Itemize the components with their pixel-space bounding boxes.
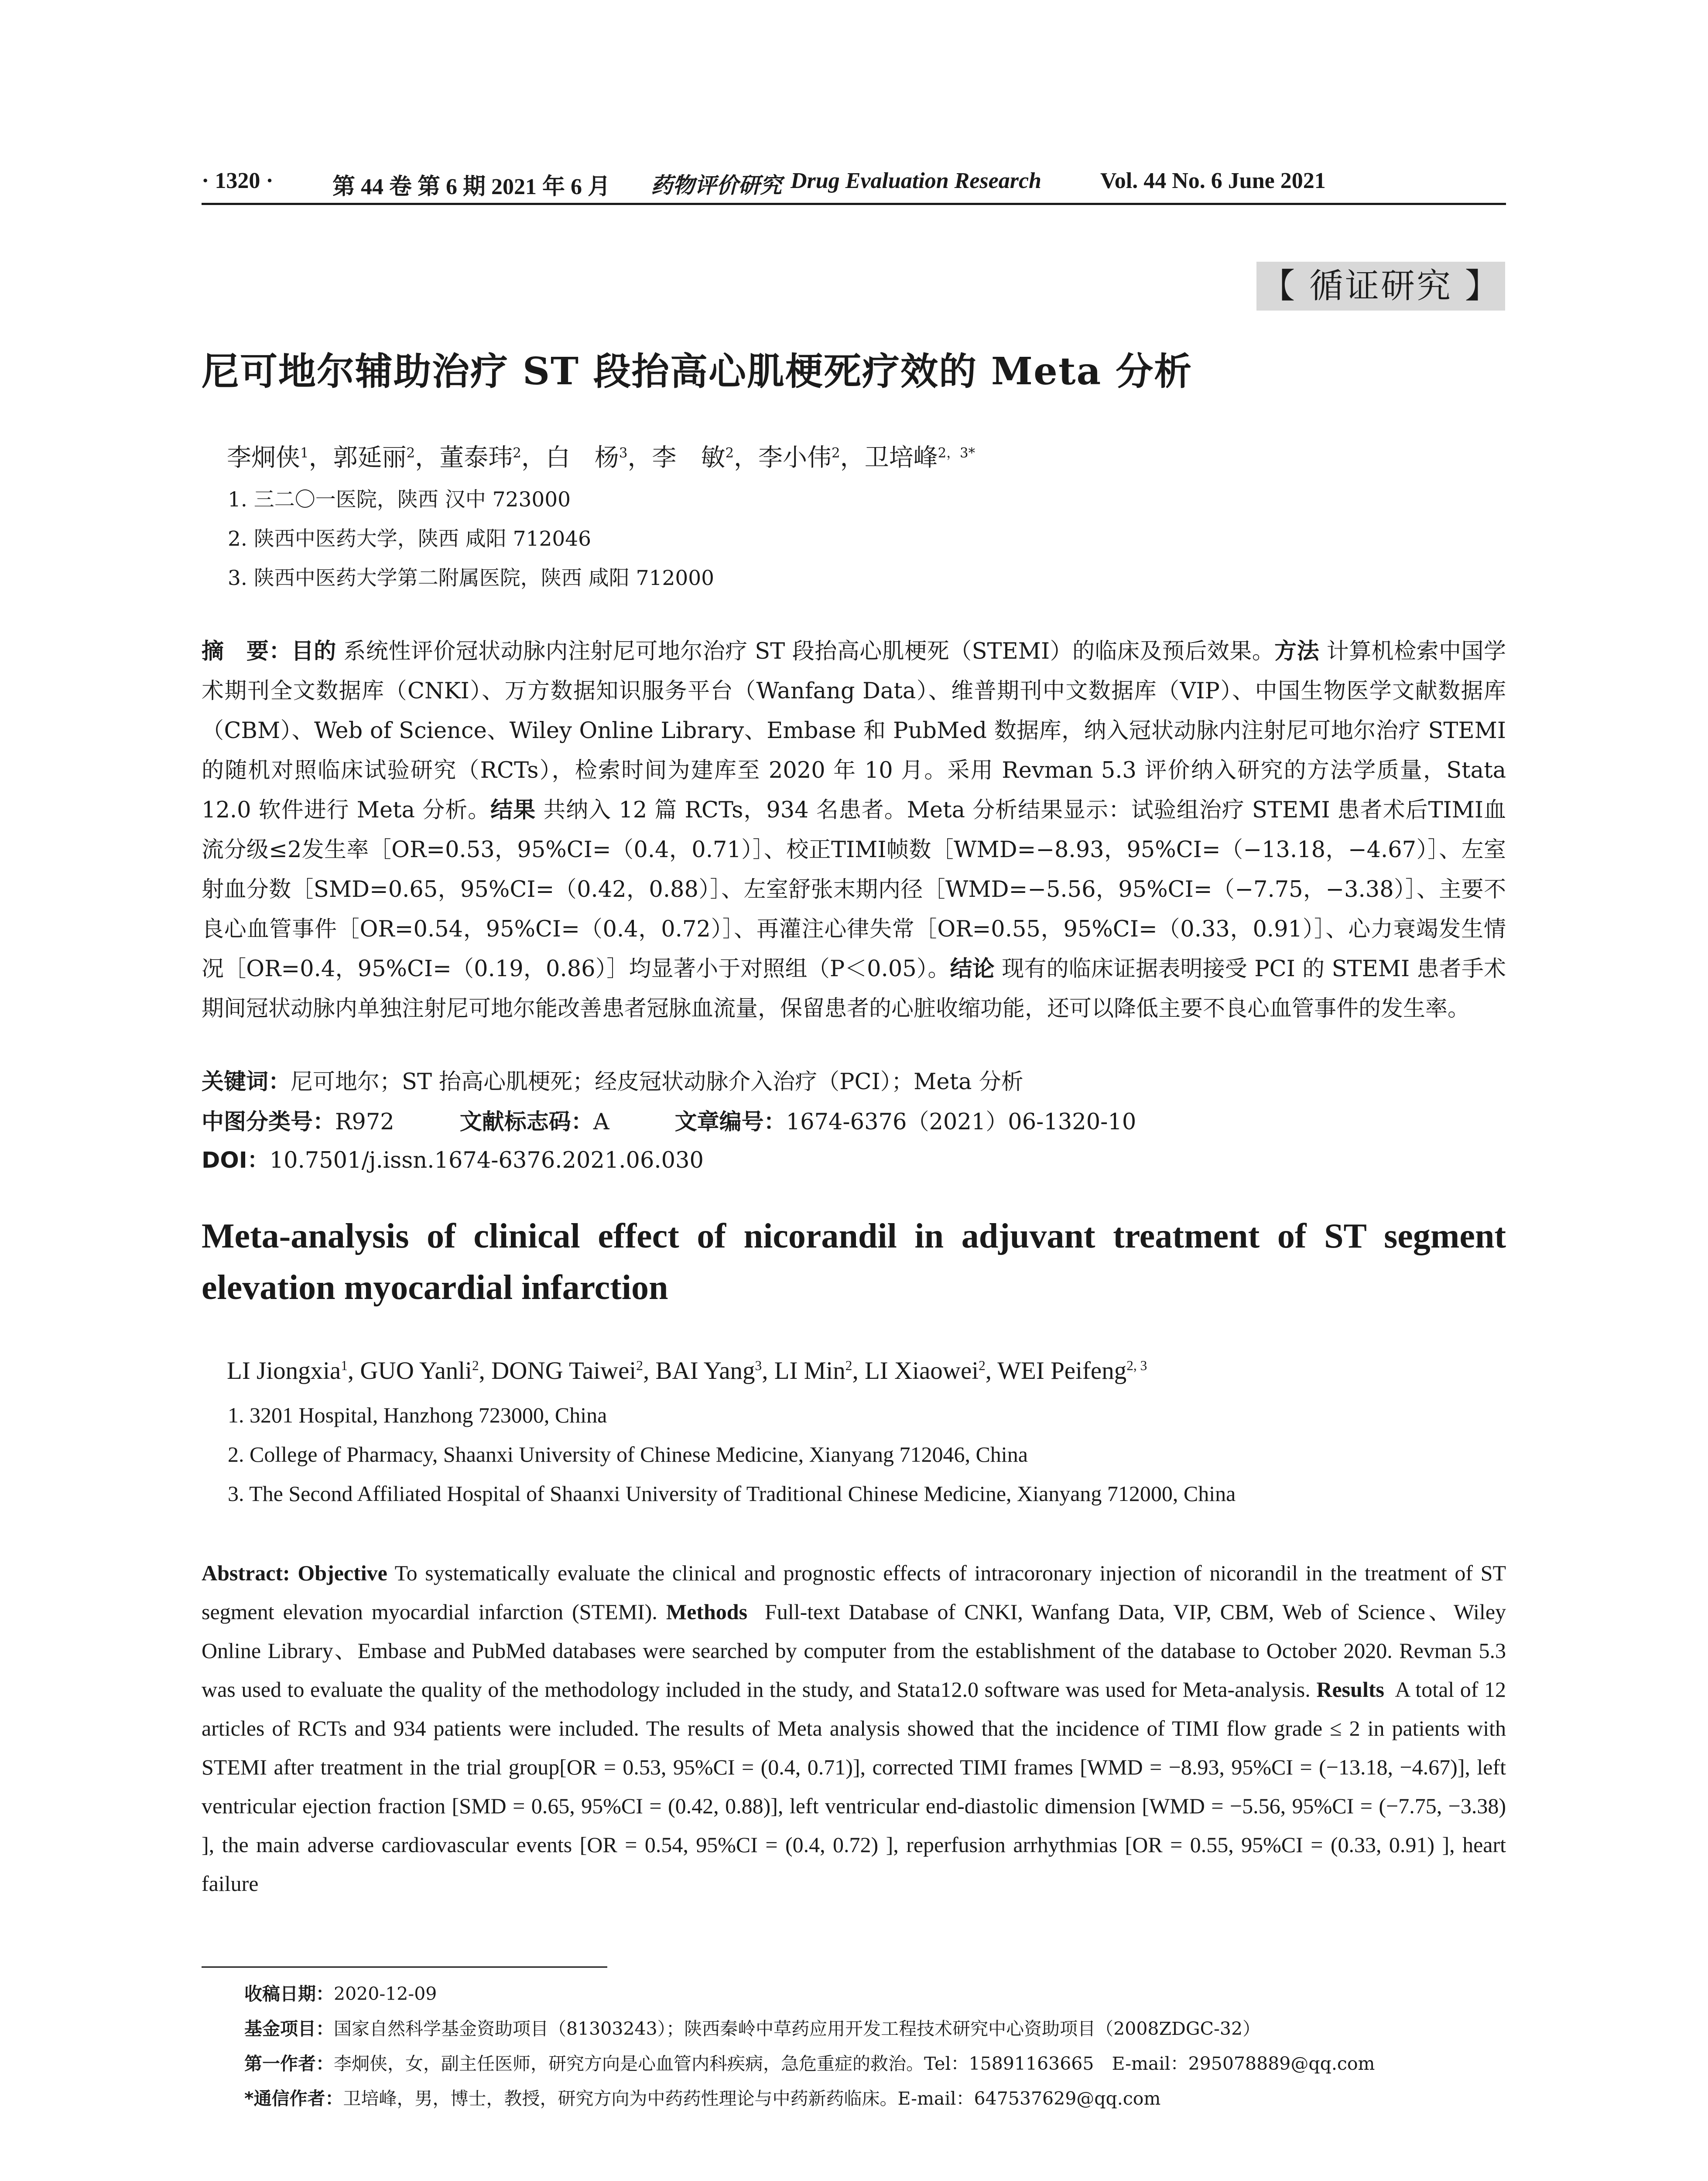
article-title-cn: 尼可地尔辅助治疗 ST 段抬高心肌梗死疗效的 Meta 分析 [202, 349, 1193, 393]
author-affiliation-mark: 3 [619, 445, 628, 461]
running-header [202, 168, 1506, 198]
author: DONG Taiwei [491, 1357, 637, 1384]
received-label: 收稿日期： [244, 1983, 334, 2004]
author-affiliation-mark: 3 [755, 1358, 762, 1373]
footnote-first-author [244, 2049, 1375, 2075]
author-affiliation-mark: 2 [636, 1358, 643, 1373]
affiliation-cn: 3. 陕西中医药大学第二附属医院，陕西 咸阳 712000 [228, 566, 715, 590]
author: 董泰玮 [439, 444, 513, 472]
footnote-corresponding-author [244, 2084, 1160, 2110]
methods-text: Full-text Database of CNKI, Wanfang Data, VIP, CBM, Web of Science、Wiley Online Library、Embase and PubMed databases were searched by computer from the establishment of the database to October 2020. Revman 5.3 was used to evaluate the quality of the methodology included in the study, and Stata12.0 software was used for Meta-analysis. [202, 1600, 1506, 1702]
article-title-en: Meta-analysis of clinical effect of nicorandil in adjuvant treatment of ST segment elevation myocardial infarction [202, 1217, 1506, 1307]
author-list-cn: 李炯侠$^1$，郭延丽$^2$，董泰玮$^2$，白 杨$^3$，李 敏$^2$，李小伟$^2$，卫培峰$^{2,3*}$ [227, 444, 976, 472]
author: GUO Yanli [360, 1357, 472, 1384]
keywords-line [202, 1063, 1023, 1096]
author-affiliation-mark: 2, 3 [1126, 1358, 1147, 1373]
article-no-label: 文章编号： [674, 1109, 786, 1135]
results-label: Results [1316, 1677, 1384, 1702]
header-divider [202, 203, 1506, 205]
author: 卫培峰 [864, 444, 938, 472]
author-affiliation-mark: 2 [406, 445, 415, 461]
affiliation-cn: 2. 陕西中医药大学，陕西 咸阳 712046 [228, 527, 592, 551]
doi-label: DOI： [202, 1148, 270, 1173]
author-affiliation-mark: 2 [725, 445, 734, 461]
keywords-label: 关键词： [202, 1069, 291, 1095]
article-no-value: 1674-6376（2021）06-1320-10 [786, 1109, 1136, 1135]
fund-text: 国家自然科学基金资助项目（81303243）；陕西秦岭中草药应用开发工程技术研究中心资助项目（2008ZDGC-32） [334, 2018, 1261, 2039]
abstract-cn [202, 632, 1506, 1029]
corresponding-label: *通信作者： [244, 2088, 343, 2109]
journal-name-en: Drug Evaluation Research [791, 168, 1041, 193]
footnote-fund [244, 2014, 1260, 2040]
objective-text: 系统性评价冠状动脉内注射尼可地尔治疗 ST 段抬高心肌梗死（STEMI）的临床及预后效果。 [343, 639, 1275, 664]
author: 李 敏 [652, 444, 726, 472]
issue-info-cn: 第 44 卷 第 6 期 2021 年 6 月 [332, 174, 611, 199]
doc-code-label: 文献标志码： [459, 1109, 593, 1135]
received-date: 2020-12-09 [334, 1983, 437, 2004]
methods-label: 方法 [1274, 639, 1320, 664]
doc-code-value: A [593, 1109, 609, 1135]
author-affiliation-mark: 2 [472, 1358, 479, 1373]
author: BAI Yang [655, 1357, 755, 1384]
author-affiliation-mark: 1 [341, 1358, 348, 1373]
conclusion-text: 现有的临床证据表明接受 PCI 的 STEMI 患者手术期间冠状动脉内单独注射尼可地尔能改善患者冠脉血流量，保留患者的心脏收缩功能，还可以降低主要不良心血管事件的发生率。 [202, 956, 1506, 1022]
footnote-received [244, 1979, 437, 2005]
keywords-text: 尼可地尔；ST 抬高心肌梗死；经皮冠状动脉介入治疗（PCI）；Meta 分析 [291, 1069, 1023, 1095]
first-author-label: 第一作者： [244, 2053, 334, 2074]
clc-label: 中图分类号： [202, 1109, 335, 1135]
results-label: 结果 [490, 797, 536, 823]
first-author-text: 李炯侠，女，副主任医师，研究方向是心血管内科疾病，急危重症的救治。Tel：15891163665 E-mail：295078889@qq.com [334, 2053, 1375, 2074]
author: 郭延丽 [333, 444, 407, 472]
author-affiliation-mark: 2 [513, 445, 521, 461]
author-affiliation-mark: 1 [300, 445, 309, 461]
footnote-divider [202, 1966, 607, 1968]
methods-label: Methods [666, 1600, 748, 1624]
clc-value: R972 [335, 1109, 394, 1135]
page-number: · 1320 · [202, 168, 274, 193]
section-tag: 【 循证研究 】 [1256, 262, 1505, 311]
author-affiliation-mark: 2 [832, 445, 840, 461]
classification-line [202, 1104, 1136, 1136]
affiliation-en: 2. College of Pharmacy, Shaanxi University of Chinese Medicine, Xianyang 712046, China [228, 1442, 1028, 1467]
author-affiliation-mark: 2 [845, 1358, 852, 1373]
author-affiliation-mark: 2，3* [938, 445, 976, 461]
author-list-en: LI Jiongxia$^1$, GUO Yanli$^2$, DONG Taiwei$^2$, BAI Yang$^3$, LI Min$^2$, LI Xiaowei$^2$, WEI Peifeng$^{2, 3}$ [227, 1357, 1147, 1384]
doi-value: 10.7501/j.issn.1674-6376.2021.06.030 [269, 1148, 704, 1173]
affiliation-cn: 1. 三二〇一医院，陕西 汉中 723000 [228, 488, 571, 512]
methods-text: 计算机检索中国学术期刊全文数据库（CNKI）、万方数据知识服务平台（Wanfang Data）、维普期刊中文数据库（VIP）、中国生物医学文献数据库（CBM）、Web of Science、Wiley Online Library、Embase 和 PubMed 数据库，纳入冠状动脉内注射尼可地尔治疗 STEMI 的随机对照临床试验研究（RCTs），检索时间为建库至 2020 年 10 月。采用 Revman 5.3 评价纳入研究的方法学质量，Stata 12.0 软件进行 Meta 分析。 [202, 639, 1506, 823]
author: LI Min [774, 1357, 845, 1384]
corresponding-text: 卫培峰，男，博士，教授，研究方向为中药药性理论与中药新药临床。E-mail：647537629@qq.com [343, 2088, 1161, 2109]
results-text: A total of 12 articles of RCTs and 934 patients were included. The results of Meta analysis showed that the incidence of TIMI flow grade ≤ 2 in patients with STEMI after treatment in the trial group[OR = 0.53, 95%CI = (0.4, 0.71)], corrected TIMI frames [WMD = −8.93, 95%CI = (−13.18, −4.67)], left ventricular ejection fraction [SMD = 0.65, 95%CI = (0.42, 0.88)], left ventricular end-diastolic dimension [WMD = −5.56, 95%CI = (−7.75, −3.38) ], the main adverse cardiovascular events [OR = 0.54, 95%CI = (0.4, 0.72) ], reperfusion arrhythmias [OR = 0.55, 95%CI = (0.33, 0.91) ], heart failure [202, 1677, 1506, 1896]
issue-info-en: Vol. 44 No. 6 June 2021 [1100, 168, 1326, 193]
abstract-label: Abstract: [202, 1561, 290, 1585]
author: 李小伟 [758, 444, 832, 472]
fund-label: 基金项目： [244, 2018, 334, 2039]
journal-name-cn: 药物评价研究 [651, 172, 782, 198]
abstract-en [202, 1554, 1506, 1903]
affiliation-en: 1. 3201 Hospital, Hanzhong 723000, China [228, 1403, 607, 1427]
objective-label: Objective [298, 1561, 387, 1585]
conclusion-label: 结论 [950, 956, 995, 982]
author: WEI Peifeng [997, 1357, 1127, 1384]
author: LI Xiaowei [864, 1357, 979, 1384]
doi-line [202, 1142, 704, 1174]
author: LI Jiongxia [227, 1357, 341, 1384]
results-text: 共纳入 12 篇 RCTs，934 名患者。Meta 分析结果显示：试验组治疗 STEMI 患者术后TIMI血流分级≤2发生率［OR=0.53，95%CI=（0.4，0.71）］、校正TIMI帧数［WMD=−8.93，95%CI=（−13.18，−4.67）］、左室射血分数［SMD=0.65，95%CI=（0.42，0.88）］、左室舒张末期内径［WMD=−5.56，95%CI=（−7.75，−3.38）］、主要不良心血管事件［OR=0.54，95%CI=（0.4，0.72）］、再灌注心律失常［OR=0.55，95%CI=（0.33，0.91）］、心力衰竭发生情况［OR=0.4，95%CI=（0.19，0.86）］均显著小于对照组（P＜0.05）。 [202, 797, 1506, 982]
author: 李炯侠 [227, 444, 300, 472]
abstract-label: 摘 要： [202, 639, 291, 664]
objective-label: 目的 [291, 639, 336, 664]
affiliation-en: 3. The Second Affiliated Hospital of Shaanxi University of Traditional Chinese Medicine, Xianyang 712000, China [228, 1481, 1236, 1506]
objective-text: To systematically evaluate the clinical and prognostic effects of intracoronary injection of nicorandil in the treatment of ST segment elevation myocardial infarction (STEMI). [202, 1561, 1506, 1624]
author-affiliation-mark: 2 [979, 1358, 986, 1373]
author: 白 杨 [545, 444, 619, 472]
